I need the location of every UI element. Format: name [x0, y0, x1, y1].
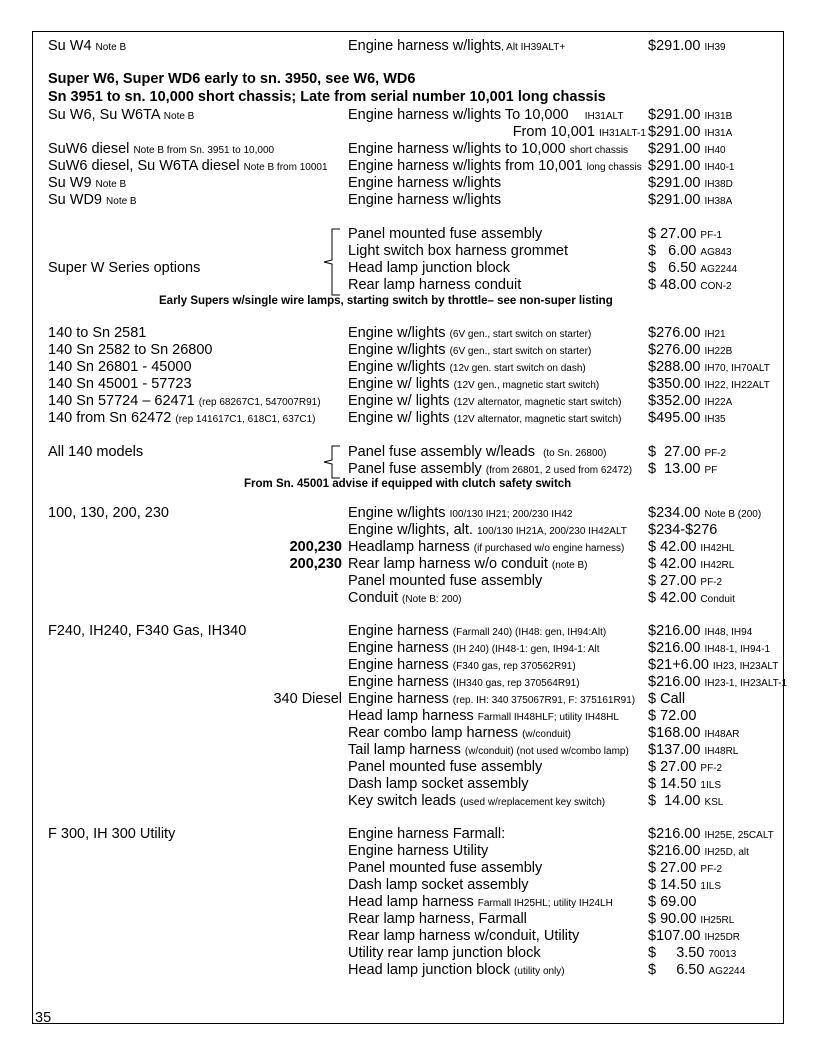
- price-row: [48, 962, 788, 979]
- price-row: [48, 793, 788, 810]
- model-note: Note B: [163, 111, 195, 122]
- model-label: 140 Sn 57724 – 62471: [48, 393, 195, 409]
- model-label: Super W Series options: [48, 260, 201, 276]
- price: $ 27.00: [648, 444, 701, 460]
- part-name: Panel mounted fuse assembly: [348, 860, 543, 876]
- price-row: [48, 505, 788, 522]
- part-code: KSL: [704, 797, 724, 808]
- part-code: IH48AR: [704, 729, 740, 740]
- price-row: [48, 860, 788, 877]
- price: $216.00: [648, 826, 701, 842]
- part-note: (from 26801, 2 used from 62472): [485, 465, 633, 476]
- part-code: Conduit: [700, 594, 735, 605]
- price-row: [48, 674, 788, 691]
- model-label: 140 from Sn 62472: [48, 410, 172, 426]
- price: $ 14.50: [648, 877, 697, 893]
- model-label: Su W9: [48, 175, 92, 191]
- price: $21+6.00: [648, 657, 709, 673]
- part-name: Rear lamp harness conduit: [348, 277, 522, 293]
- price: $288.00: [648, 359, 701, 375]
- price: $ 3.50: [648, 945, 705, 961]
- price: $ 42.00: [648, 590, 697, 606]
- price-row: [48, 640, 788, 657]
- price: $216.00: [648, 640, 701, 656]
- price: $ 13.00: [648, 461, 701, 477]
- part-name: Engine harness w/lights: [348, 175, 502, 191]
- part-code: IH35: [704, 414, 726, 425]
- part-name: Rear lamp harness, Farmall: [348, 911, 527, 927]
- part-name: Engine w/lights, alt.: [348, 522, 473, 538]
- price-row: [48, 708, 788, 725]
- price-row: [48, 725, 788, 742]
- part-note: (rep. IH: 340 375067R91, F: 375161R91): [452, 695, 636, 706]
- part-name: Engine harness Farmall:: [348, 826, 506, 842]
- price: $168.00: [648, 725, 701, 741]
- part-note: 100/130 IH21A, 200/230 IH42ALT: [476, 526, 627, 537]
- price-row: [48, 928, 788, 945]
- price: $276.00: [648, 325, 701, 341]
- part-name: Utility rear lamp junction block: [348, 945, 541, 961]
- model-label: 100, 130, 200, 230: [48, 505, 169, 521]
- model-label: 140 Sn 26801 - 45000: [48, 359, 192, 375]
- part-name: Rear combo lamp harness: [348, 725, 519, 741]
- model-label: 200,230: [289, 556, 342, 572]
- part-code: IH42HL: [700, 543, 735, 554]
- price: $276.00: [648, 342, 701, 358]
- price: $ 6.50: [648, 962, 705, 978]
- part-note: (IH340 gas, rep 370564R91): [452, 678, 580, 689]
- part-note: (w/conduit): [522, 729, 571, 740]
- model-note: Note B from Sn. 3951 to 10,000: [133, 145, 275, 156]
- part-note: I00/130 IH21; 200/230 IH42: [449, 509, 573, 520]
- part-name: Engine harness w/lights To 10,000: [348, 107, 569, 123]
- price: $291.00: [648, 141, 701, 157]
- part-name: Panel mounted fuse assembly: [348, 573, 543, 589]
- part-note: (12v gen. start switch on dash): [449, 363, 586, 374]
- part-name: Engine harness Utility: [348, 843, 489, 859]
- price-row: [48, 342, 788, 359]
- price-row: [48, 573, 788, 590]
- part-code: IH31B: [704, 111, 733, 122]
- price-row: [48, 277, 788, 294]
- price: $ 27.00: [648, 759, 697, 775]
- part-name: Panel fuse assembly: [348, 461, 482, 477]
- price: $291.00: [648, 38, 701, 54]
- page-number: 35: [35, 1010, 52, 1026]
- price: $291.00: [648, 192, 701, 208]
- part-note: (IH 240) (IH48-1: gen, IH94-1: Alt: [452, 644, 600, 655]
- price: $ 27.00: [648, 860, 697, 876]
- part-code: PF-2: [700, 864, 723, 875]
- note-line: [48, 477, 788, 494]
- part-name: Engine harness: [348, 623, 449, 639]
- part-code: IH48-1, IH94-1: [704, 644, 771, 655]
- part-name: Engine w/ lights: [348, 410, 450, 426]
- model-label: 200,230: [289, 539, 342, 555]
- price-row: [48, 410, 788, 427]
- price-row: [48, 843, 788, 860]
- part-code: IH38D: [704, 179, 733, 190]
- part-note: (12V alternator, magnetic start switch): [453, 414, 622, 425]
- part-note: (to Sn. 26800): [543, 448, 607, 459]
- price-row: [48, 325, 788, 342]
- part-note: (F340 gas, rep 370562R91): [452, 661, 576, 672]
- model-label: F240, IH240, F340 Gas, IH340: [48, 623, 247, 639]
- part-code: PF-1: [700, 230, 723, 241]
- part-name: Head lamp junction block: [348, 260, 511, 276]
- model-note: (rep 141617C1, 618C1, 637C1): [175, 414, 316, 425]
- price: $ 69.00: [648, 894, 697, 910]
- price: $352.00: [648, 393, 701, 409]
- part-note: IH31ALT-1: [598, 128, 646, 139]
- part-code: 1ILS: [700, 881, 721, 892]
- part-code: PF: [704, 465, 718, 476]
- part-name: Conduit: [348, 590, 398, 606]
- price-row: [48, 226, 788, 243]
- price: $350.00: [648, 376, 701, 392]
- model-label: 340 Diesel: [273, 691, 342, 707]
- part-note: (Note B: 200): [402, 594, 462, 605]
- part-code: PF-2: [700, 763, 723, 774]
- part-name: Engine harness w/lights: [348, 38, 502, 54]
- price: $234.00: [648, 505, 701, 521]
- part-name: Dash lamp socket assembly: [348, 776, 529, 792]
- price-row: [48, 911, 788, 928]
- part-name: Engine harness: [348, 640, 449, 656]
- price: $ 14.00: [648, 793, 701, 809]
- price: $291.00: [648, 175, 701, 191]
- part-name: Engine harness: [348, 691, 449, 707]
- price-row: [48, 776, 788, 793]
- price-row: [48, 522, 788, 539]
- price: $216.00: [648, 843, 701, 859]
- model-label: SuW6 diesel, Su W6TA diesel: [48, 158, 240, 174]
- part-note: , Alt IH39ALT+: [501, 42, 566, 53]
- part-name: Engine harness: [348, 674, 449, 690]
- price: $ 72.00: [648, 708, 697, 724]
- part-code: IH31A: [704, 128, 733, 139]
- price-row: [48, 826, 788, 843]
- part-name: Engine harness w/lights: [348, 192, 502, 208]
- note-text: Early Supers w/single wire lamps, starting switch by throttle– see non-super listing: [159, 295, 613, 307]
- part-note: (utility only): [514, 966, 565, 977]
- part-name: From 10,001: [512, 124, 595, 140]
- part-code: IH40-1: [704, 162, 735, 173]
- part-note: (12V gen., magnetic start switch): [453, 380, 600, 391]
- heading-text: Sn 3951 to sn. 10,000 short chassis; Late from serial number 10,001 long chassis: [48, 89, 606, 105]
- part-name: Head lamp junction block: [348, 962, 511, 978]
- price: $ 42.00: [648, 556, 697, 572]
- part-name: Rear lamp harness w/o conduit: [348, 556, 548, 572]
- price-row: [48, 376, 788, 393]
- part-code: 1ILS: [700, 780, 721, 791]
- part-note: Farmall IH48HLF; utility IH48HL: [477, 712, 619, 723]
- model-note: Note B: [106, 196, 137, 207]
- price: $ 6.50: [648, 260, 697, 276]
- part-code: CON-2: [700, 281, 732, 292]
- part-name: Engine w/lights: [348, 505, 446, 521]
- part-name: Engine w/ lights: [348, 393, 450, 409]
- part-note: (6V gen., start switch on starter): [449, 329, 592, 340]
- price-row: [48, 894, 788, 911]
- price-row: [48, 38, 788, 55]
- part-code: Note B (200): [704, 509, 762, 520]
- price-row: [48, 623, 788, 640]
- price-row: [48, 175, 788, 192]
- part-name: Tail lamp harness: [348, 742, 461, 758]
- price-row: [48, 539, 788, 556]
- model-label: Su W4: [48, 38, 92, 54]
- part-code: IH42RL: [700, 560, 735, 571]
- price: $ 42.00: [648, 539, 697, 555]
- section-heading: [48, 89, 788, 106]
- price: $291.00: [648, 107, 701, 123]
- price: $216.00: [648, 674, 701, 690]
- part-code: IH21: [704, 329, 726, 340]
- part-code: AG2244: [708, 966, 746, 977]
- price-row: [48, 556, 788, 573]
- heading-text: Super W6, Super WD6 early to sn. 3950, see W6, WD6: [48, 71, 416, 87]
- price-row: [48, 260, 788, 277]
- model-label: All 140 models: [48, 444, 144, 460]
- part-code: IH38A: [704, 196, 733, 207]
- part-code: AG843: [700, 247, 732, 258]
- price-row: [48, 192, 788, 209]
- model-note: Note B: [95, 42, 127, 53]
- model-note: Note B: [95, 179, 127, 190]
- part-code: IH25E, 25CALT: [704, 830, 774, 841]
- part-code: AG2244: [700, 264, 738, 275]
- price: $ 27.00: [648, 573, 697, 589]
- part-note: (if purchased w/o engine harness): [473, 543, 625, 554]
- part-note: (w/conduit) (not used w/combo lamp): [464, 746, 629, 757]
- price-row: [48, 243, 788, 260]
- part-code: IH25RL: [700, 915, 735, 926]
- part-code: IH23, IH23ALT: [712, 661, 779, 672]
- price: $ 48.00: [648, 277, 697, 293]
- price: $137.00: [648, 742, 701, 758]
- price-row: [48, 759, 788, 776]
- part-code: IH70, IH70ALT: [704, 363, 770, 374]
- part-code: IH39: [704, 42, 726, 53]
- part-name: Dash lamp socket assembly: [348, 877, 529, 893]
- part-name: Head lamp harness: [348, 894, 474, 910]
- price-row: [48, 141, 788, 158]
- model-note: (rep 68267C1, 547007R91): [198, 397, 321, 408]
- part-note: long chassis: [586, 162, 642, 173]
- part-code: IH48RL: [704, 746, 739, 757]
- part-name: Engine harness w/lights from 10,001: [348, 158, 583, 174]
- model-note: Note B from 10001: [243, 162, 328, 173]
- price: $216.00: [648, 623, 701, 639]
- price-row: [48, 461, 788, 478]
- model-label: 140 Sn 45001 - 57723: [48, 376, 192, 392]
- part-name: Panel fuse assembly w/leads: [348, 444, 535, 460]
- price-row: [48, 877, 788, 894]
- part-name: Key switch leads: [348, 793, 456, 809]
- part-name: Headlamp harness: [348, 539, 470, 555]
- model-label: Su WD9: [48, 192, 102, 208]
- part-code: IH22B: [704, 346, 733, 357]
- part-code: PF-2: [700, 577, 723, 588]
- price-row: [48, 657, 788, 674]
- price: $ 27.00: [648, 226, 697, 242]
- part-code: IH40: [704, 145, 726, 156]
- price-row: [48, 742, 788, 759]
- part-note: (note B): [551, 560, 588, 571]
- part-name: Engine w/lights: [348, 342, 446, 358]
- part-code: IH23-1, IH23ALT-1: [704, 678, 788, 689]
- price: $107.00: [648, 928, 701, 944]
- part-note: IH31ALT: [584, 111, 624, 122]
- part-code: IH48, IH94: [704, 627, 753, 638]
- price-row: [48, 590, 788, 607]
- part-name: Panel mounted fuse assembly: [348, 226, 543, 242]
- price-row: [48, 393, 788, 410]
- part-note: (used w/replacement key switch): [460, 797, 606, 808]
- model-label: 140 Sn 2582 to Sn 26800: [48, 342, 213, 358]
- part-code: IH25D, alt: [704, 847, 749, 858]
- price: $ Call: [648, 691, 686, 707]
- price-row: [48, 691, 788, 708]
- part-code: IH22A: [704, 397, 733, 408]
- part-code: IH22, IH22ALT: [704, 380, 770, 391]
- part-code: PF-2: [704, 448, 727, 459]
- note-text: From Sn. 45001 advise if equipped with clutch safety switch: [244, 478, 572, 490]
- price-row: [48, 124, 788, 141]
- price-row: [48, 945, 788, 962]
- note-line: [48, 294, 788, 311]
- part-note: (6V gen., start switch on starter): [449, 346, 592, 357]
- part-name: Engine harness: [348, 657, 449, 673]
- part-name: Engine w/lights: [348, 325, 446, 341]
- model-label: 140 to Sn 2581: [48, 325, 147, 341]
- price: $ 14.50: [648, 776, 697, 792]
- part-name: Engine w/lights: [348, 359, 446, 375]
- model-label: Su W6, Su W6TA: [48, 107, 160, 123]
- part-note: (12V alternator, magnetic start switch): [453, 397, 622, 408]
- price: $291.00: [648, 158, 701, 174]
- part-name: Engine harness w/lights to 10,000: [348, 141, 566, 157]
- part-note: Farmall IH25HL; utility IH24LH: [477, 898, 613, 909]
- price-row: [48, 107, 788, 124]
- price: $495.00: [648, 410, 701, 426]
- section-heading: [48, 71, 788, 88]
- part-name: Engine w/ lights: [348, 376, 450, 392]
- price-row: [48, 444, 788, 461]
- model-label: SuW6 diesel: [48, 141, 130, 157]
- part-code: 70013: [708, 949, 737, 960]
- part-note: (Farmall 240) (IH48: gen, IH94:Alt): [452, 627, 607, 638]
- price-row: [48, 359, 788, 376]
- part-code: IH25DR: [704, 932, 741, 943]
- part-note: short chassis: [569, 145, 629, 156]
- price: $291.00: [648, 124, 701, 140]
- part-name: Rear lamp harness w/conduit, Utility: [348, 928, 580, 944]
- price: $ 90.00: [648, 911, 697, 927]
- price: $ 6.00: [648, 243, 697, 259]
- model-label: F 300, IH 300 Utility: [48, 826, 176, 842]
- price-row: [48, 158, 788, 175]
- price: $234-$276: [648, 522, 718, 538]
- part-name: Panel mounted fuse assembly: [348, 759, 543, 775]
- part-name: Head lamp harness: [348, 708, 474, 724]
- part-name: Light switch box harness grommet: [348, 243, 569, 259]
